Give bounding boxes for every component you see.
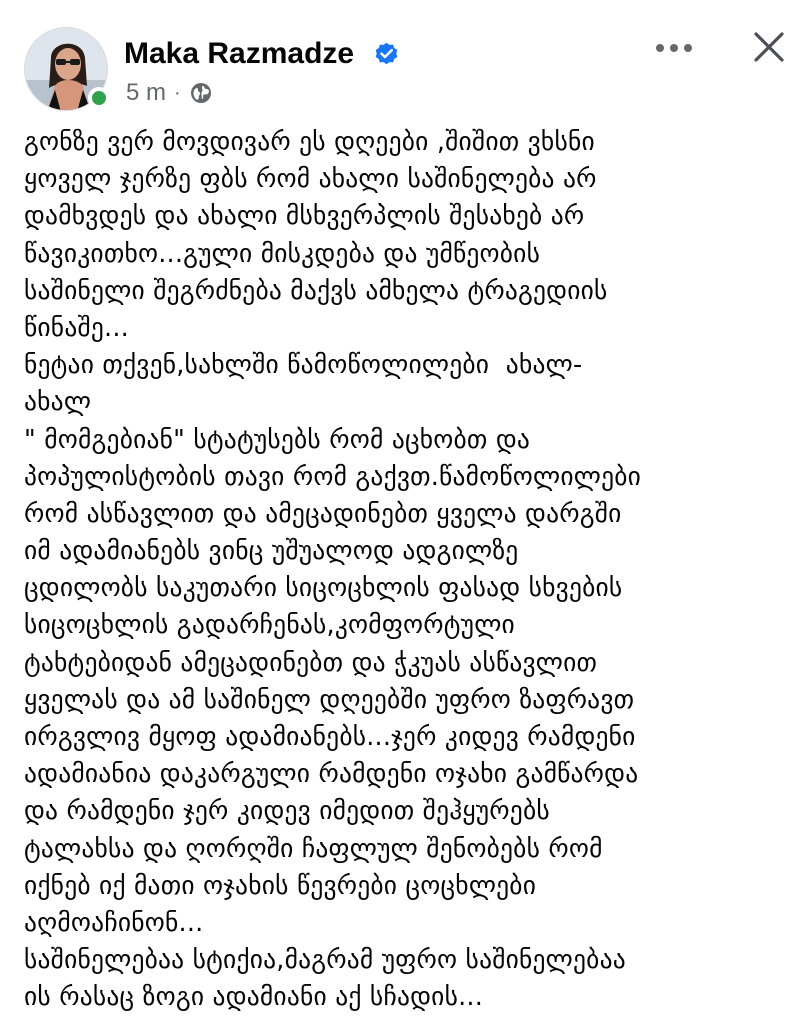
avatar-wrap[interactable] xyxy=(24,27,108,111)
post-meta xyxy=(126,78,213,108)
online-status-dot xyxy=(88,87,110,109)
post-text-line: საშინელი შეგრძნება მაქვს ამხელა ტრაგედიის xyxy=(24,275,608,306)
post-text-line: ირგვლივ მყოფ ადამიანებს...ჯერ კიდევ რამდენი xyxy=(24,722,636,752)
post-text-line: ტახტებიდან ამეცადინებთ და ჭკუას ასწავლით xyxy=(24,647,598,678)
post-text-line: იქნებ იქ მათი ოჯახის წევრები ცოცხლები xyxy=(24,870,537,901)
post-text-line: და რამდენი ჯერ კიდევ იმედით შეჰყურებს xyxy=(24,796,550,827)
close-button[interactable] xyxy=(746,24,792,70)
post-text-line: სიცოცხლის გადარჩენას,კომფორტული xyxy=(24,610,515,641)
post-header xyxy=(0,0,812,120)
post-text-line: წავიკითხო...გული მისკდება და უმწეობის xyxy=(24,238,541,269)
post-text-line: ნეტაი თქვენ,სახლში წამოწოლილები ახალ- xyxy=(24,350,583,381)
post-text-line: საშინელებაა სტიქია,მაგრამ უფრო საშინელებაა xyxy=(24,945,626,976)
verified-badge-icon xyxy=(373,41,400,68)
more-horizontal-icon xyxy=(654,42,694,54)
post-text-line: ახალ xyxy=(24,387,92,418)
post-text-line: აღმოაჩინონ... xyxy=(24,907,204,938)
close-icon xyxy=(752,30,786,64)
post-timestamp[interactable]: 5 m xyxy=(126,79,167,106)
post-text-line: დამხვდეს და ახალი მსხვერპლის შესახებ არ xyxy=(24,201,585,232)
meta-separator: · xyxy=(174,81,181,104)
post-text-line: " მომგებიან" სტატუსებს რომ აცხობთ და xyxy=(24,424,531,455)
post-text-line: გონზე ვერ მოვდივარ ეს დღეები ,შიშით ვხსნი xyxy=(24,127,595,157)
more-options-button[interactable] xyxy=(652,30,696,66)
post-text-line: ადამიანია დაკარგული რამდენი ოჯახი გამწარდა xyxy=(24,759,639,790)
author-name[interactable]: Maka Razmadze xyxy=(124,37,355,70)
post-text-line: ტალახსა და ღორღში ჩაფლულ შენობებს რომ xyxy=(24,833,603,864)
post-text-line: ის რასაც ზოგი ადამიანი აქ სჩადის... xyxy=(24,982,484,1013)
post-text-line: იმ ადამიანებს ვინც უშუალოდ ადგილზე xyxy=(24,536,519,567)
post-text xyxy=(24,124,804,1017)
post-text-line: ცდილობს საკუთარი სიცოცხლის ფასად სხვების xyxy=(24,573,623,604)
post-text-line: რომ ასწავლით და ამეცადინებთ ყველა დარგში xyxy=(24,498,622,529)
post-text-line: პოპულისტობის თავი რომ გაქვთ.წამოწოლილები xyxy=(24,461,642,492)
post-text-line: ყოველ ჯერზე ფბს რომ ახალი საშინელება არ xyxy=(24,164,597,195)
post-text-line: წინაშე... xyxy=(24,312,129,343)
post-text-line: ყველას და ამ საშინელ დღეებში უფრო ზაფრავთ xyxy=(24,684,635,715)
globe-icon[interactable] xyxy=(189,81,213,105)
